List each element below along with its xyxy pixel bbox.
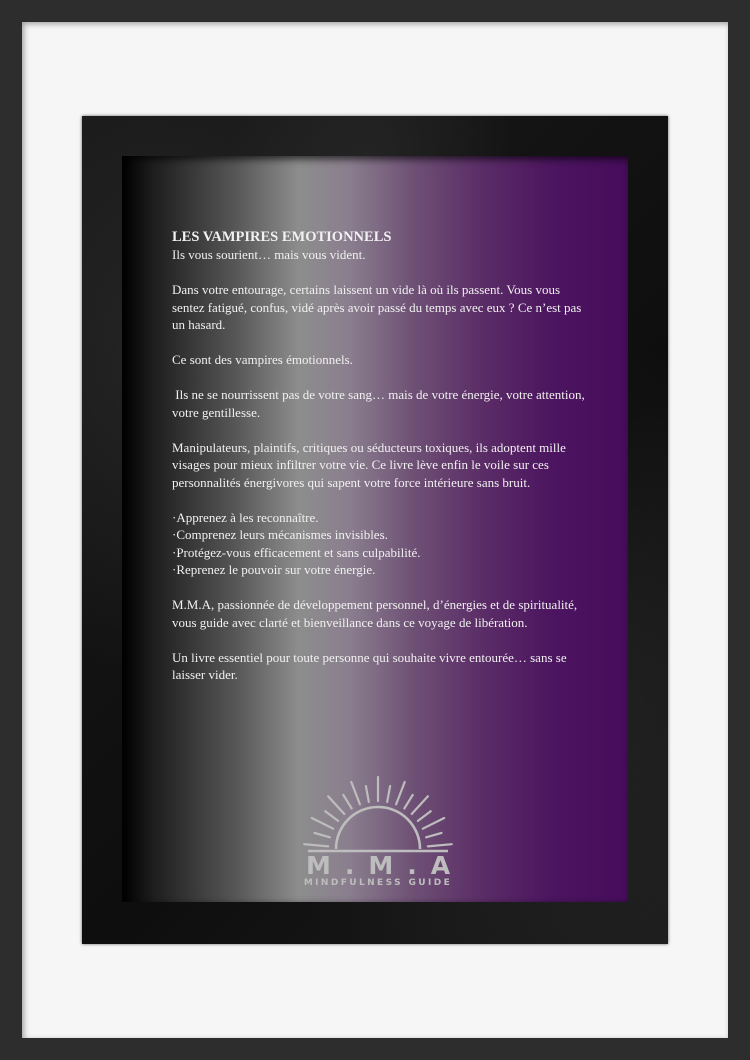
bullet-item: ·Comprenez leurs mécanismes invisibles. (172, 527, 388, 542)
paragraph-3: Ils ne se nourrissent pas de votre sang… mais de votre énergie, votre attention, votre gentillesse. (172, 387, 589, 420)
author-paragraph: M.M.A, passionnée de développement personnel, d’énergies et de spiritualité, vous guide avec clarté et bienveillance dans ce voyage de libération. (172, 597, 578, 630)
bullet-item: ·Reprenez le pouvoir sur votre énergie. (172, 562, 376, 577)
poster-frame (82, 116, 668, 944)
sun-ray (423, 818, 444, 829)
sun-ray (328, 796, 344, 814)
bullet-item: ·Apprenez à les reconnaître. (172, 509, 319, 525)
logo-name: M.M.A (305, 851, 465, 880)
sun-ray (312, 818, 333, 829)
sun-ray (428, 844, 452, 846)
sun-ray (325, 811, 338, 821)
closing-paragraph: Un livre essentiel pour toute personne qui souhaite vivre entourée… sans se laisser vider. (172, 649, 567, 682)
logo-subtitle: MINDFULNESS GUIDE (303, 878, 453, 888)
sun-ray (304, 844, 328, 846)
mma-logo (288, 771, 468, 896)
paragraph-4: Manipulateurs, plaintifs, critiques ou séducteurs toxiques, ils adoptent mille visages pour mieux infiltrer votre vie. Ce livre lève enfin le voile sur ces personnalités énergivores qui sapent votre force intérieure sans bruit. (172, 439, 566, 490)
sun-ray (404, 795, 412, 809)
sun-ray (426, 833, 441, 837)
sun-ray (387, 786, 390, 802)
poster (122, 156, 628, 902)
sunrise-rays-icon (288, 771, 468, 861)
poster-text (172, 228, 592, 701)
bullet-list (172, 509, 592, 579)
bullet-item: ·Protégez-vous efficacement et sans culpabilité. (172, 544, 421, 560)
poster-title: LES VAMPIRES EMOTIONNELS (172, 229, 392, 245)
sun-ray (343, 795, 351, 809)
sun-ray (418, 811, 431, 821)
poster-tagline: Ils vous sourient… mais vous vident. (172, 247, 366, 262)
paragraph-2: Ce sont des vampires émotionnels. (172, 352, 353, 367)
sun-ray (351, 782, 360, 804)
sun-ray (366, 786, 369, 802)
sun-ray (412, 796, 428, 814)
paragraph-1: Dans votre entourage, certains laissent un vide là où ils passent. Vous vous sentez fatigué, confus, vidé après avoir passé du temps avec eux ? Ce n’est pas un hasard. (172, 282, 582, 332)
sun-ray (396, 782, 405, 804)
sun-ray (315, 833, 330, 837)
